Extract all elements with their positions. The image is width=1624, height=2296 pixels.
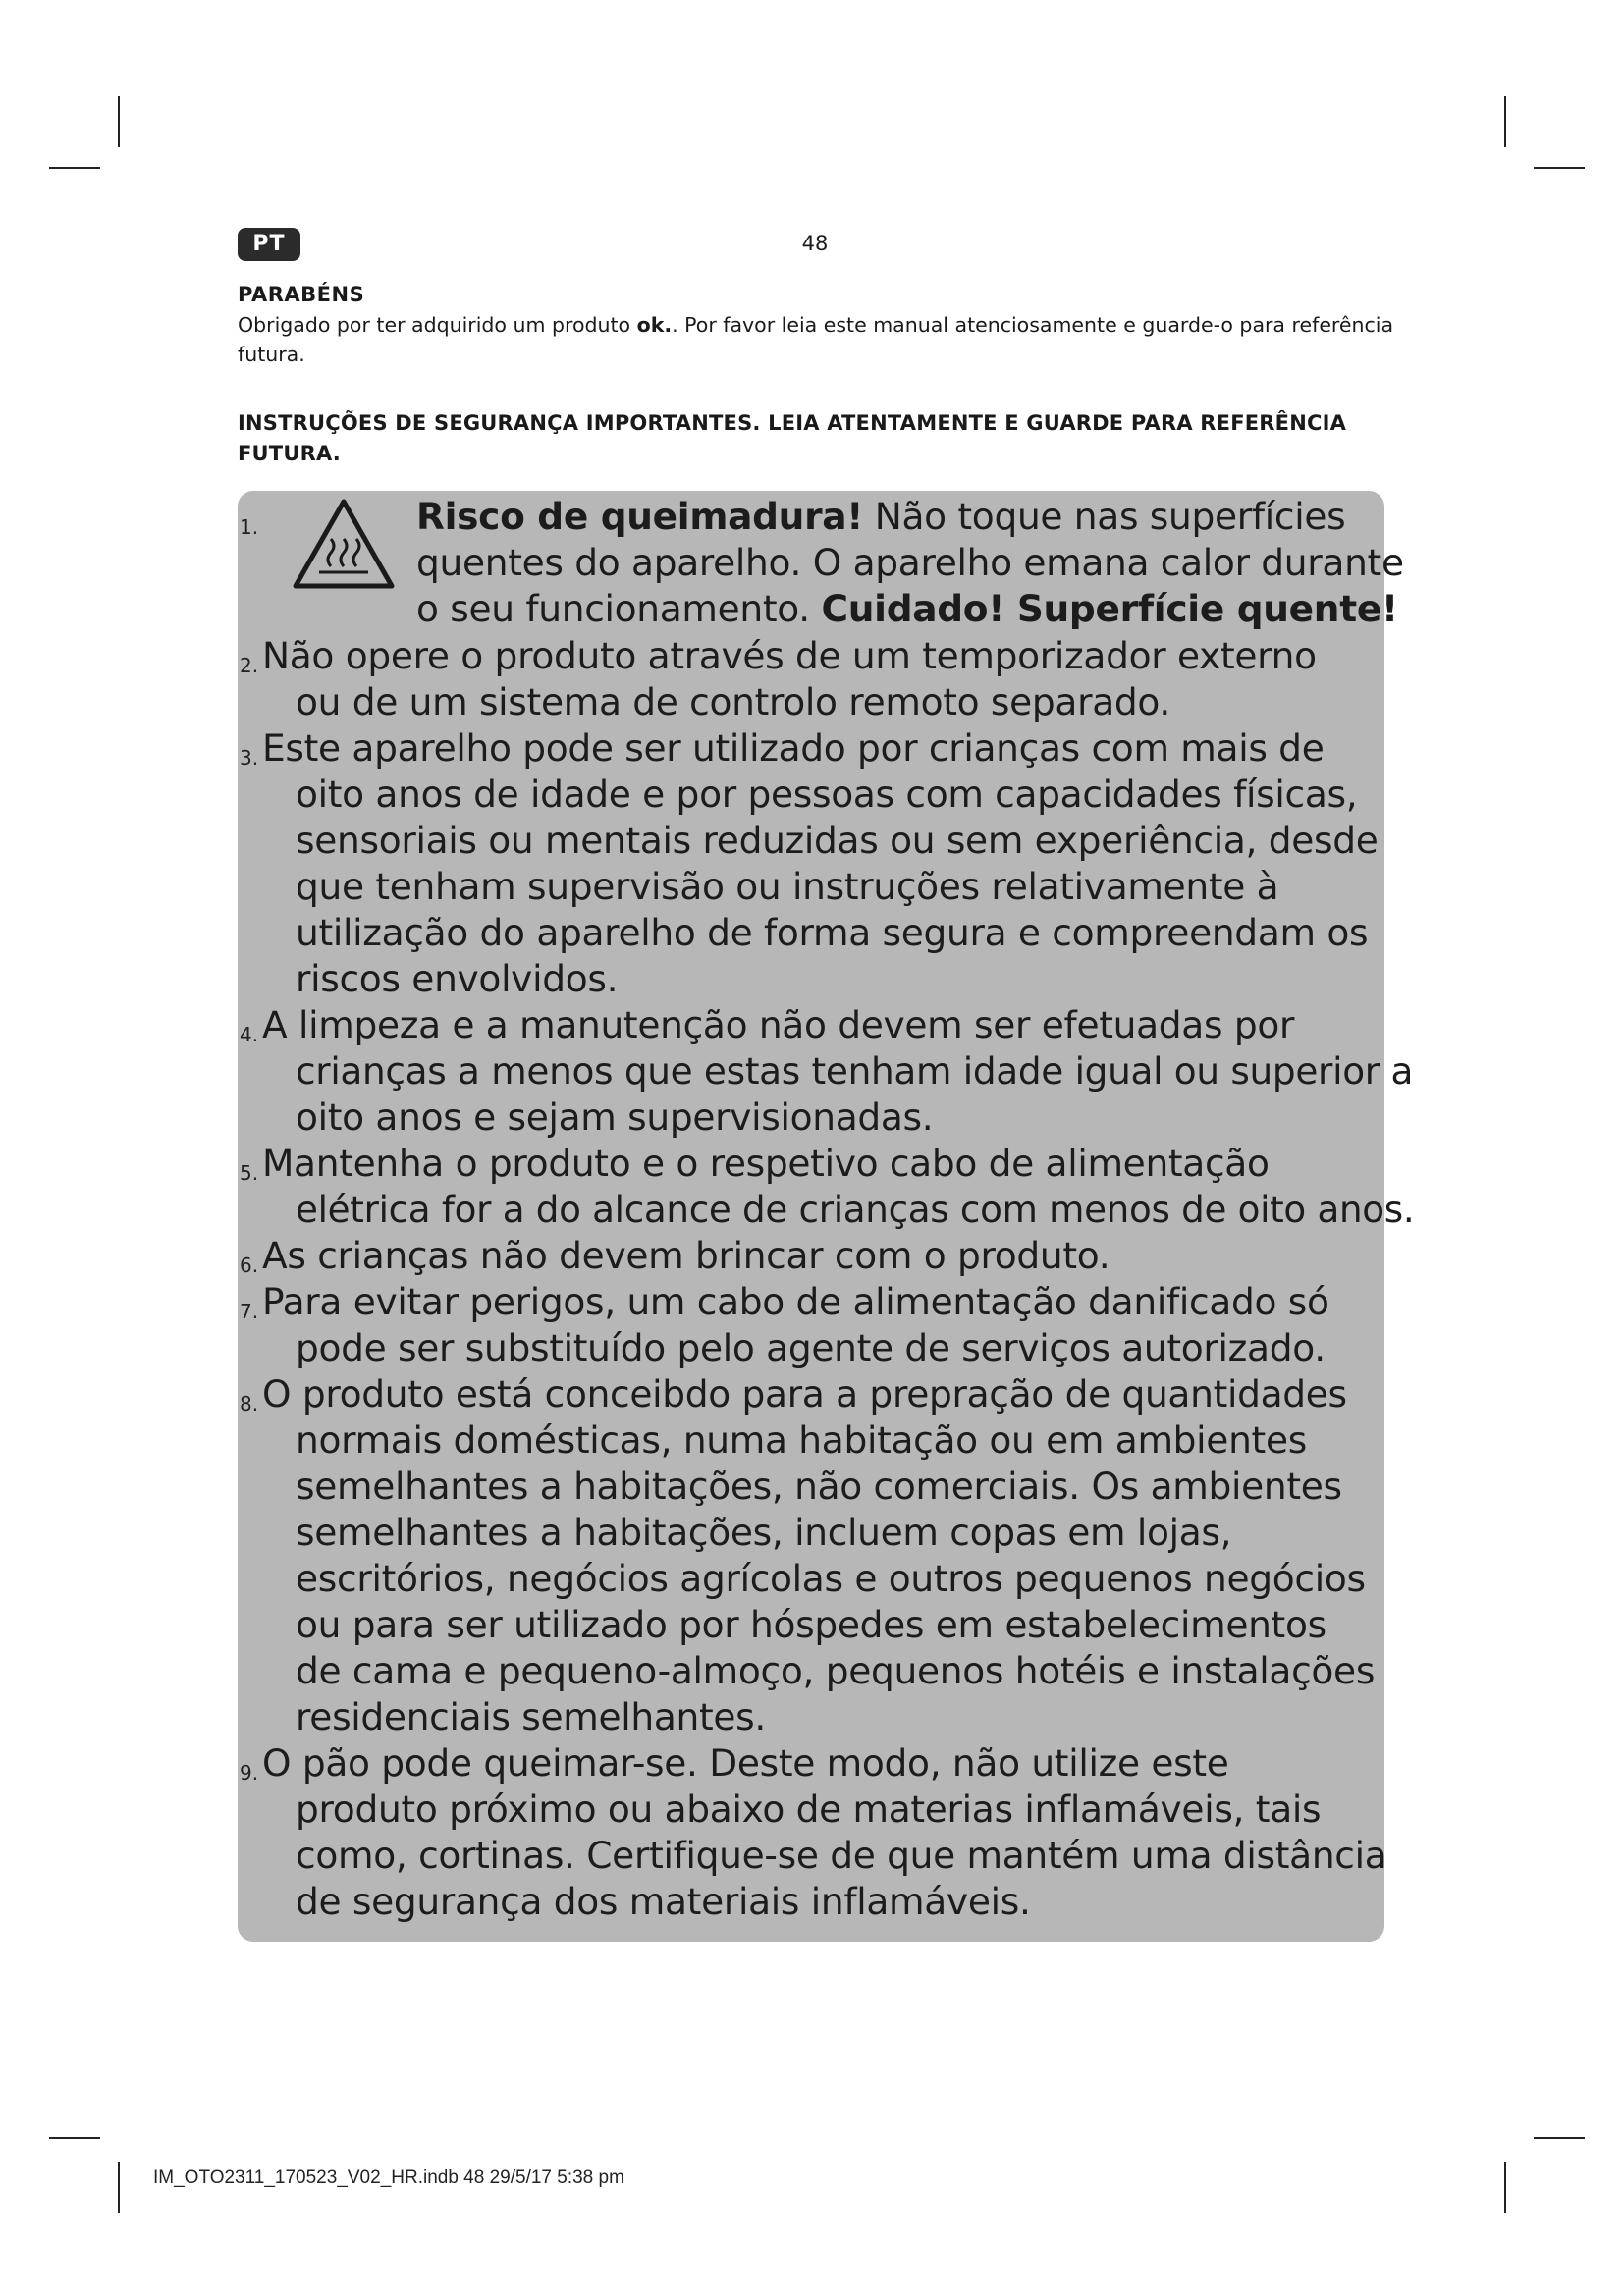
brand-name: ok. [636,313,673,337]
safety-item-line: ou para ser utilizado por hóspedes em estabelecimentos [296,1603,1326,1646]
hot-surface-warning-icon [290,496,398,594]
item-number: 9. [240,1761,259,1785]
safety-item-line: As crianças não devem brincar com o produto. [262,1234,1110,1277]
safety-item-line: produto próximo ou abaixo de materias inflamáveis, tais [296,1788,1322,1831]
print-file-info: IM_OTO2311_170523_V02_HR.indb 48 29/5/17 5:38 pm [153,2167,624,2188]
intro-text-before: Obrigado por ter adquirido um produto [238,313,637,337]
crop-mark-bottom-right-horizontal [1534,2137,1585,2139]
item-1-line: o seu funcionamento. Cuidado! Superfície quente! [416,587,1398,630]
item-number: 5. [240,1161,259,1185]
item-number: 3. [240,746,259,770]
item-1-line: Risco de queimadura! Não toque nas superfícies [416,495,1346,538]
safety-item-line: que tenham supervisão ou instruções relativamente à [296,865,1279,908]
safety-item-line: utilização do aparelho de forma segura e compreendam os [296,911,1369,954]
safety-item-line: Este aparelho pode ser utilizado por crianças com mais de [262,726,1325,770]
item-number: 1. [240,515,259,539]
language-badge: PT [238,228,300,261]
item-number: 8. [240,1392,259,1415]
crop-mark-top-right-vertical [1504,96,1506,147]
hot-surface-caution: Cuidado! Superfície quente! [821,587,1398,630]
safety-item-line: normais domésticas, numa habitação ou em ambientes [296,1418,1307,1462]
safety-item-line: residenciais semelhantes. [296,1695,767,1738]
safety-item-line: de cama e pequeno-almoço, pequenos hotéis e instalações [296,1649,1376,1692]
safety-item-line: oito anos de idade e por pessoas com capacidades físicas, [296,773,1358,816]
safety-item-line: crianças a menos que estas tenham idade igual ou superior a [296,1049,1414,1093]
safety-item-line: O pão pode queimar-se. Deste modo, não utilize este [262,1741,1229,1785]
item-1-line: quentes do aparelho. O aparelho emana calor durante [416,541,1404,584]
intro-text-after: . Por favor leia este manual atenciosamente e guarde-o para referência futura. [238,313,1394,366]
page-number: 48 [801,232,829,255]
crop-mark-bottom-left-vertical [118,2162,120,2213]
safety-item-line: riscos envolvidos. [296,957,619,1000]
safety-item-line: escritórios, negócios agrícolas e outros pequenos negócios [296,1557,1366,1600]
safety-item-line: ou de um sistema de controlo remoto separado. [296,680,1170,723]
crop-mark-top-right-horizontal [1534,167,1585,169]
intro-paragraph [238,310,1396,369]
item-number: 4. [240,1023,259,1046]
congratulations-heading: PARABÉNS [238,283,365,306]
crop-mark-top-left-horizontal [49,167,100,169]
item-number: 2. [240,654,259,677]
safety-item-line: semelhantes a habitações, incluem copas em lojas, [296,1511,1232,1554]
crop-mark-top-left-vertical [118,96,120,147]
safety-item-line: oito anos e sejam supervisionadas. [296,1095,934,1139]
safety-item-line: Mantenha o produto e o respetivo cabo de alimentação [262,1142,1270,1185]
safety-item-line: como, cortinas. Certifique-se de que mantém uma distância [296,1834,1387,1877]
crop-mark-bottom-right-vertical [1504,2162,1506,2213]
safety-item-line: A limpeza e a manutenção não devem ser efetuadas por [262,1003,1295,1046]
burn-risk-warning: Risco de queimadura! [416,495,864,538]
crop-mark-bottom-left-horizontal [49,2137,100,2139]
item-number: 7. [240,1300,259,1323]
item-number: 6. [240,1254,259,1277]
safety-item-line: de segurança dos materiais inflamáveis. [296,1880,1031,1923]
safety-item-line: O produto está conceibdo para a prepração de quantidades [262,1372,1347,1415]
safety-item-line: sensoriais ou mentais reduzidas ou sem experiência, desde [296,819,1379,862]
safety-item-line: Para evitar perigos, um cabo de alimentação danificado só [262,1280,1329,1323]
safety-item-line: pode ser substituído pelo agente de serviços autorizado. [296,1326,1326,1369]
safety-item-line: elétrica for a do alcance de crianças com menos de oito anos. [296,1188,1415,1231]
safety-instructions-heading: INSTRUÇÕES DE SEGURANÇA IMPORTANTES. LEIA ATENTAMENTE E GUARDE PARA REFERÊNCIA FUTURA. [238,411,1347,465]
safety-item-line: Não opere o produto através de um temporizador externo [262,634,1317,677]
safety-item-line: semelhantes a habitações, não comerciais. Os ambientes [296,1465,1342,1508]
